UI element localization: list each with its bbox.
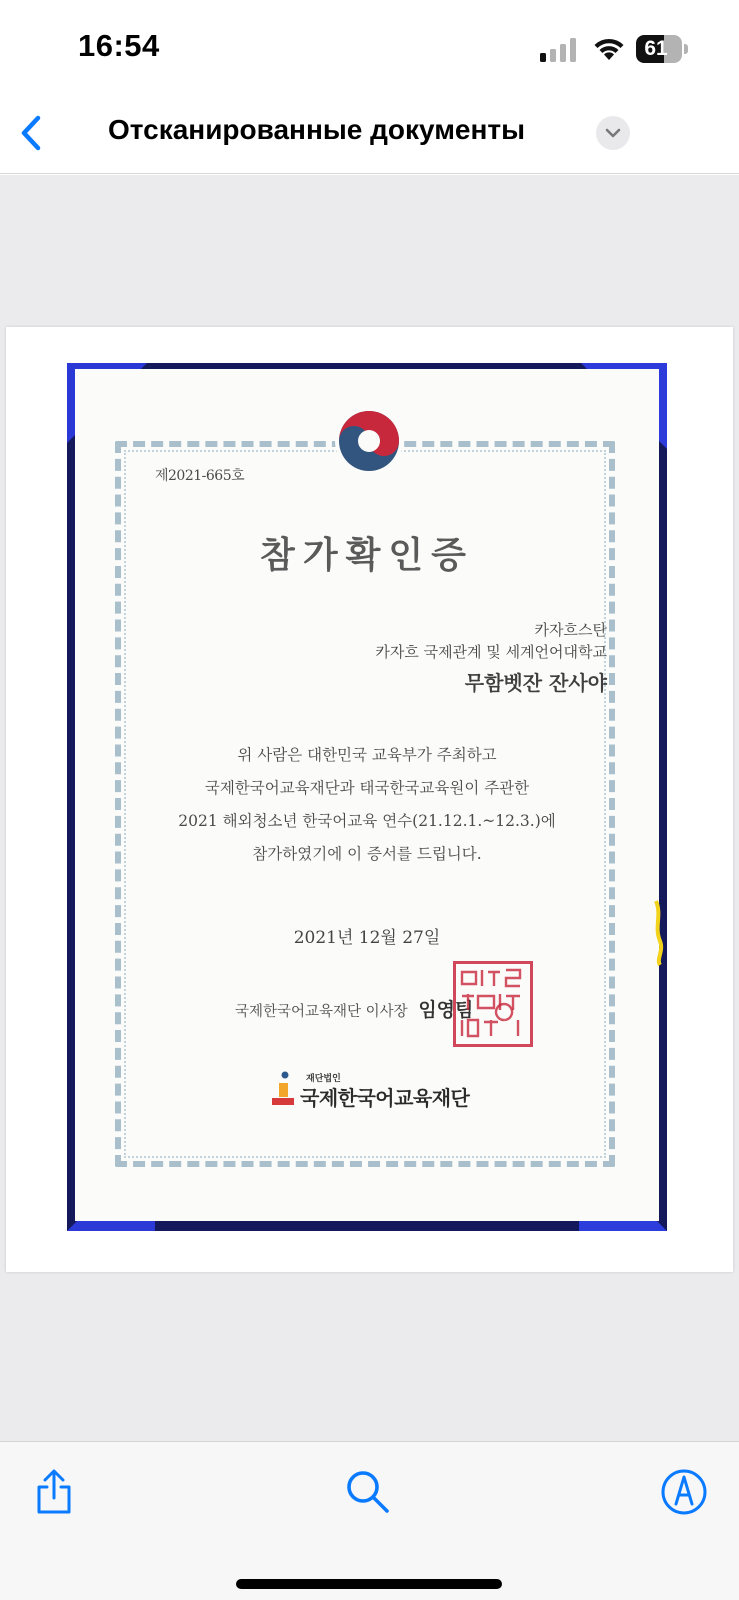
recipient-block: [375, 619, 607, 703]
title-menu-button[interactable]: [596, 116, 630, 150]
certificate-title: 참가확인증: [260, 535, 474, 576]
government-emblem-icon: [335, 407, 403, 475]
home-indicator[interactable]: [236, 1579, 502, 1589]
search-icon: [342, 1466, 394, 1518]
recipient-country: 카자흐스탄: [534, 621, 607, 639]
markup-button[interactable]: [658, 1466, 710, 1518]
body-line: 국제한국어교육재단과 태국한국교육원이 주관한: [204, 779, 530, 797]
body-line: 2021 해외청소년 한국어교육 연수(21.12.1.~12.3.)에: [178, 812, 556, 830]
certificate-number: 제2021-665호: [155, 468, 245, 484]
back-button[interactable]: [10, 108, 58, 158]
share-icon: [28, 1466, 80, 1518]
status-time: 16:54: [78, 28, 160, 63]
search-button[interactable]: [342, 1466, 394, 1518]
document-viewer[interactable]: [0, 175, 739, 1441]
certificate: [75, 369, 659, 1221]
signer: [235, 995, 473, 1022]
scanned-page[interactable]: [6, 327, 733, 1272]
recipient-name: 무함벳잔 잔사야: [464, 671, 607, 695]
foundation-logo-icon: [270, 1071, 296, 1107]
foundation-type-label: 재단법인: [306, 1074, 341, 1084]
certificate-frame: [67, 363, 667, 1231]
signer-title: 국제한국어교육재단 이사장: [235, 1004, 408, 1020]
battery-level-text: 61: [644, 37, 668, 60]
foundation-name: 국제한국어교육재단: [300, 1086, 470, 1110]
certificate-body: [135, 739, 599, 871]
body-line: 위 사람은 대한민국 교육부가 주최하고: [237, 746, 497, 764]
battery-icon: [636, 35, 688, 63]
share-button[interactable]: [28, 1466, 80, 1518]
body-line: 참가하였기에 이 증서를 드립니다.: [252, 845, 482, 863]
bottom-toolbar: [0, 1441, 739, 1600]
red-seal-stamp: [453, 961, 533, 1047]
recipient-university: 카자흐 국제관계 및 세계언어대학교: [375, 643, 607, 661]
cellular-signal-icon: [540, 38, 578, 62]
foundation-logo: [270, 1069, 490, 1109]
page-title[interactable]: Отсканированные документы: [108, 114, 526, 145]
markup-icon: [658, 1466, 710, 1518]
signer-name: 임영팀: [418, 999, 474, 1021]
chevron-left-icon: [10, 108, 58, 158]
certificate-date: 2021년 12월 27일: [293, 928, 441, 948]
chevron-down-icon: [596, 116, 630, 150]
navigation-bar: [0, 96, 739, 174]
status-bar: [0, 0, 739, 96]
ribbon-cord: [652, 897, 664, 967]
wifi-icon: [592, 34, 626, 62]
